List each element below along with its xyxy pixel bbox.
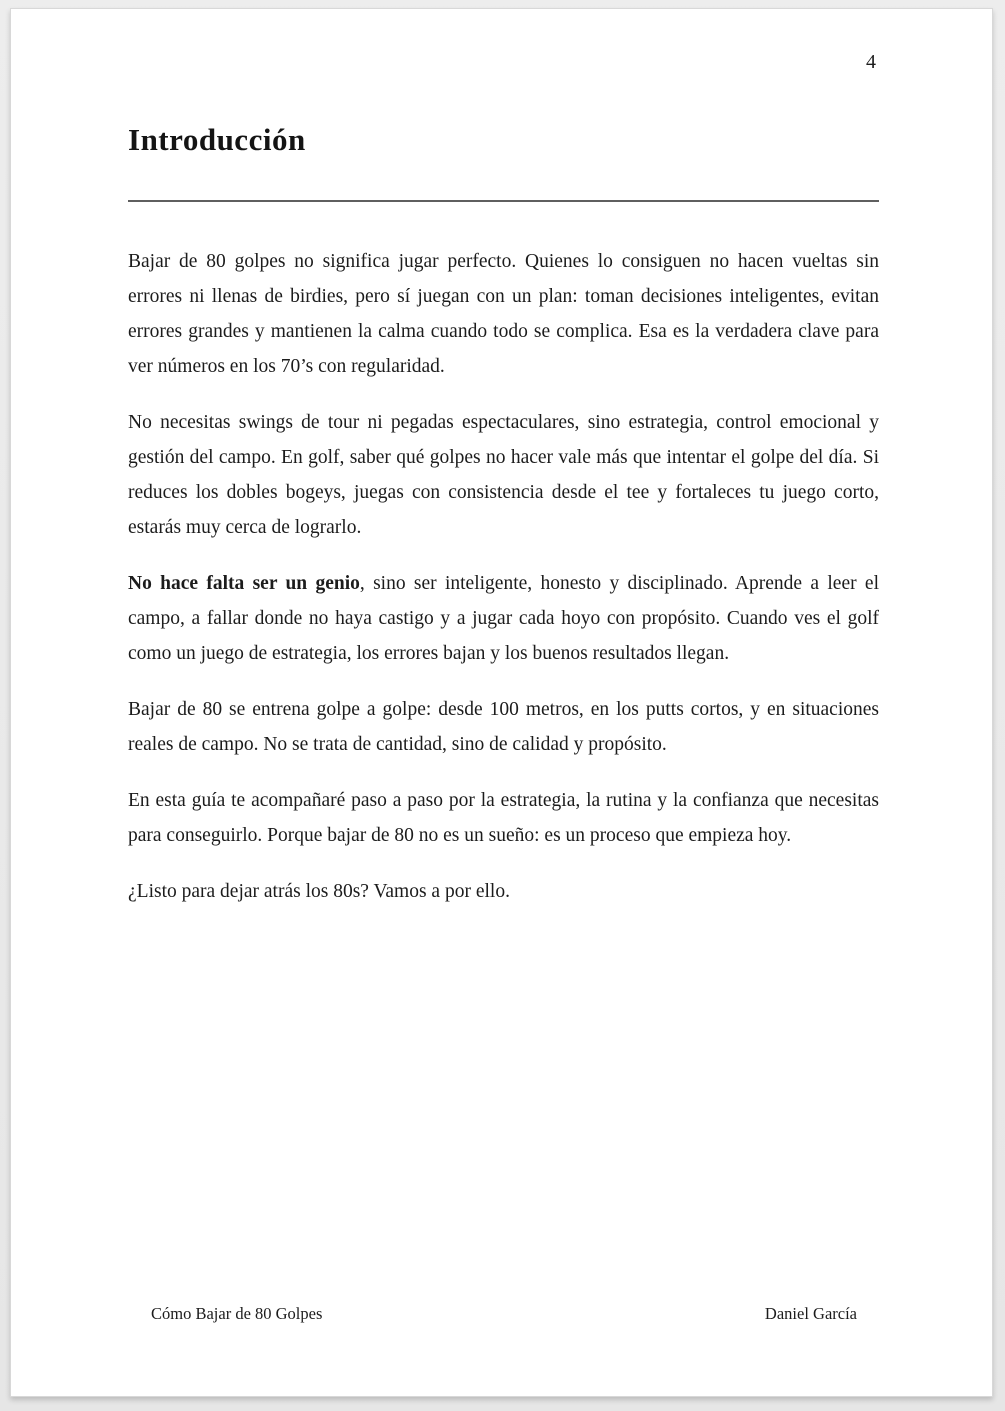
paragraph <box>128 692 879 762</box>
paragraph <box>128 244 879 384</box>
paragraph-run: ¿Listo para dejar atrás los 80s? Vamos a por ello. <box>128 881 510 903</box>
paragraph-bold-run: No hace falta ser un genio <box>128 573 360 595</box>
paragraph <box>128 783 879 853</box>
footer-book-title: Cómo Bajar de 80 Golpes <box>151 1304 323 1323</box>
paragraph-run: En esta guía te acompañaré paso a paso por la estrategia, la rutina y la confianza que necesitas para conseguirlo. Porque bajar de 80 no es un sueño: es un proceso que empieza hoy. <box>128 790 879 847</box>
paragraph-run: No necesitas swings de tour ni pegadas espectaculares, sino estrategia, control emocional y gestión del campo. En golf, saber qué golpes no hacer vale más que intentar el golpe del día. Si reduces los dobles bogeys, juegas con consistencia desde el tee y fortaleces tu juego corto, estarás muy cerca de lograrlo. <box>128 412 879 539</box>
page-number: 4 <box>866 51 876 73</box>
paragraph <box>128 405 879 545</box>
paragraph-run: , sino ser inteligente, honesto y disciplinado. Aprende a leer el campo, a fallar donde no haya castigo y a jugar cada hoyo con propósito. Cuando ves el golf como un juego de estrategia, los errores bajan y los buenos resultados llegan. <box>128 573 879 665</box>
paragraph <box>128 566 879 671</box>
chapter-title: Introducción <box>128 122 306 157</box>
paragraph <box>128 874 879 909</box>
paragraph-run: Bajar de 80 se entrena golpe a golpe: desde 100 metros, en los putts cortos, y en situaciones reales de campo. No se trata de cantidad, sino de calidad y propósito. <box>128 699 879 756</box>
paragraph-run: Bajar de 80 golpes no significa jugar perfecto. Quienes lo consiguen no hacen vueltas sin errores ni llenas de birdies, pero sí juegan con un plan: toman decisiones inteligentes, evitan errores grandes y mantienen la calma cuando todo se complica. Esa es la verdadera clave para ver números en los 70’s con regularidad. <box>128 251 879 378</box>
page-footer <box>151 1304 857 1324</box>
document-page <box>10 8 993 1397</box>
title-divider <box>128 200 879 202</box>
page-content <box>128 9 879 930</box>
footer-author: Daniel García <box>764 1304 857 1323</box>
body-paragraphs <box>128 244 879 909</box>
